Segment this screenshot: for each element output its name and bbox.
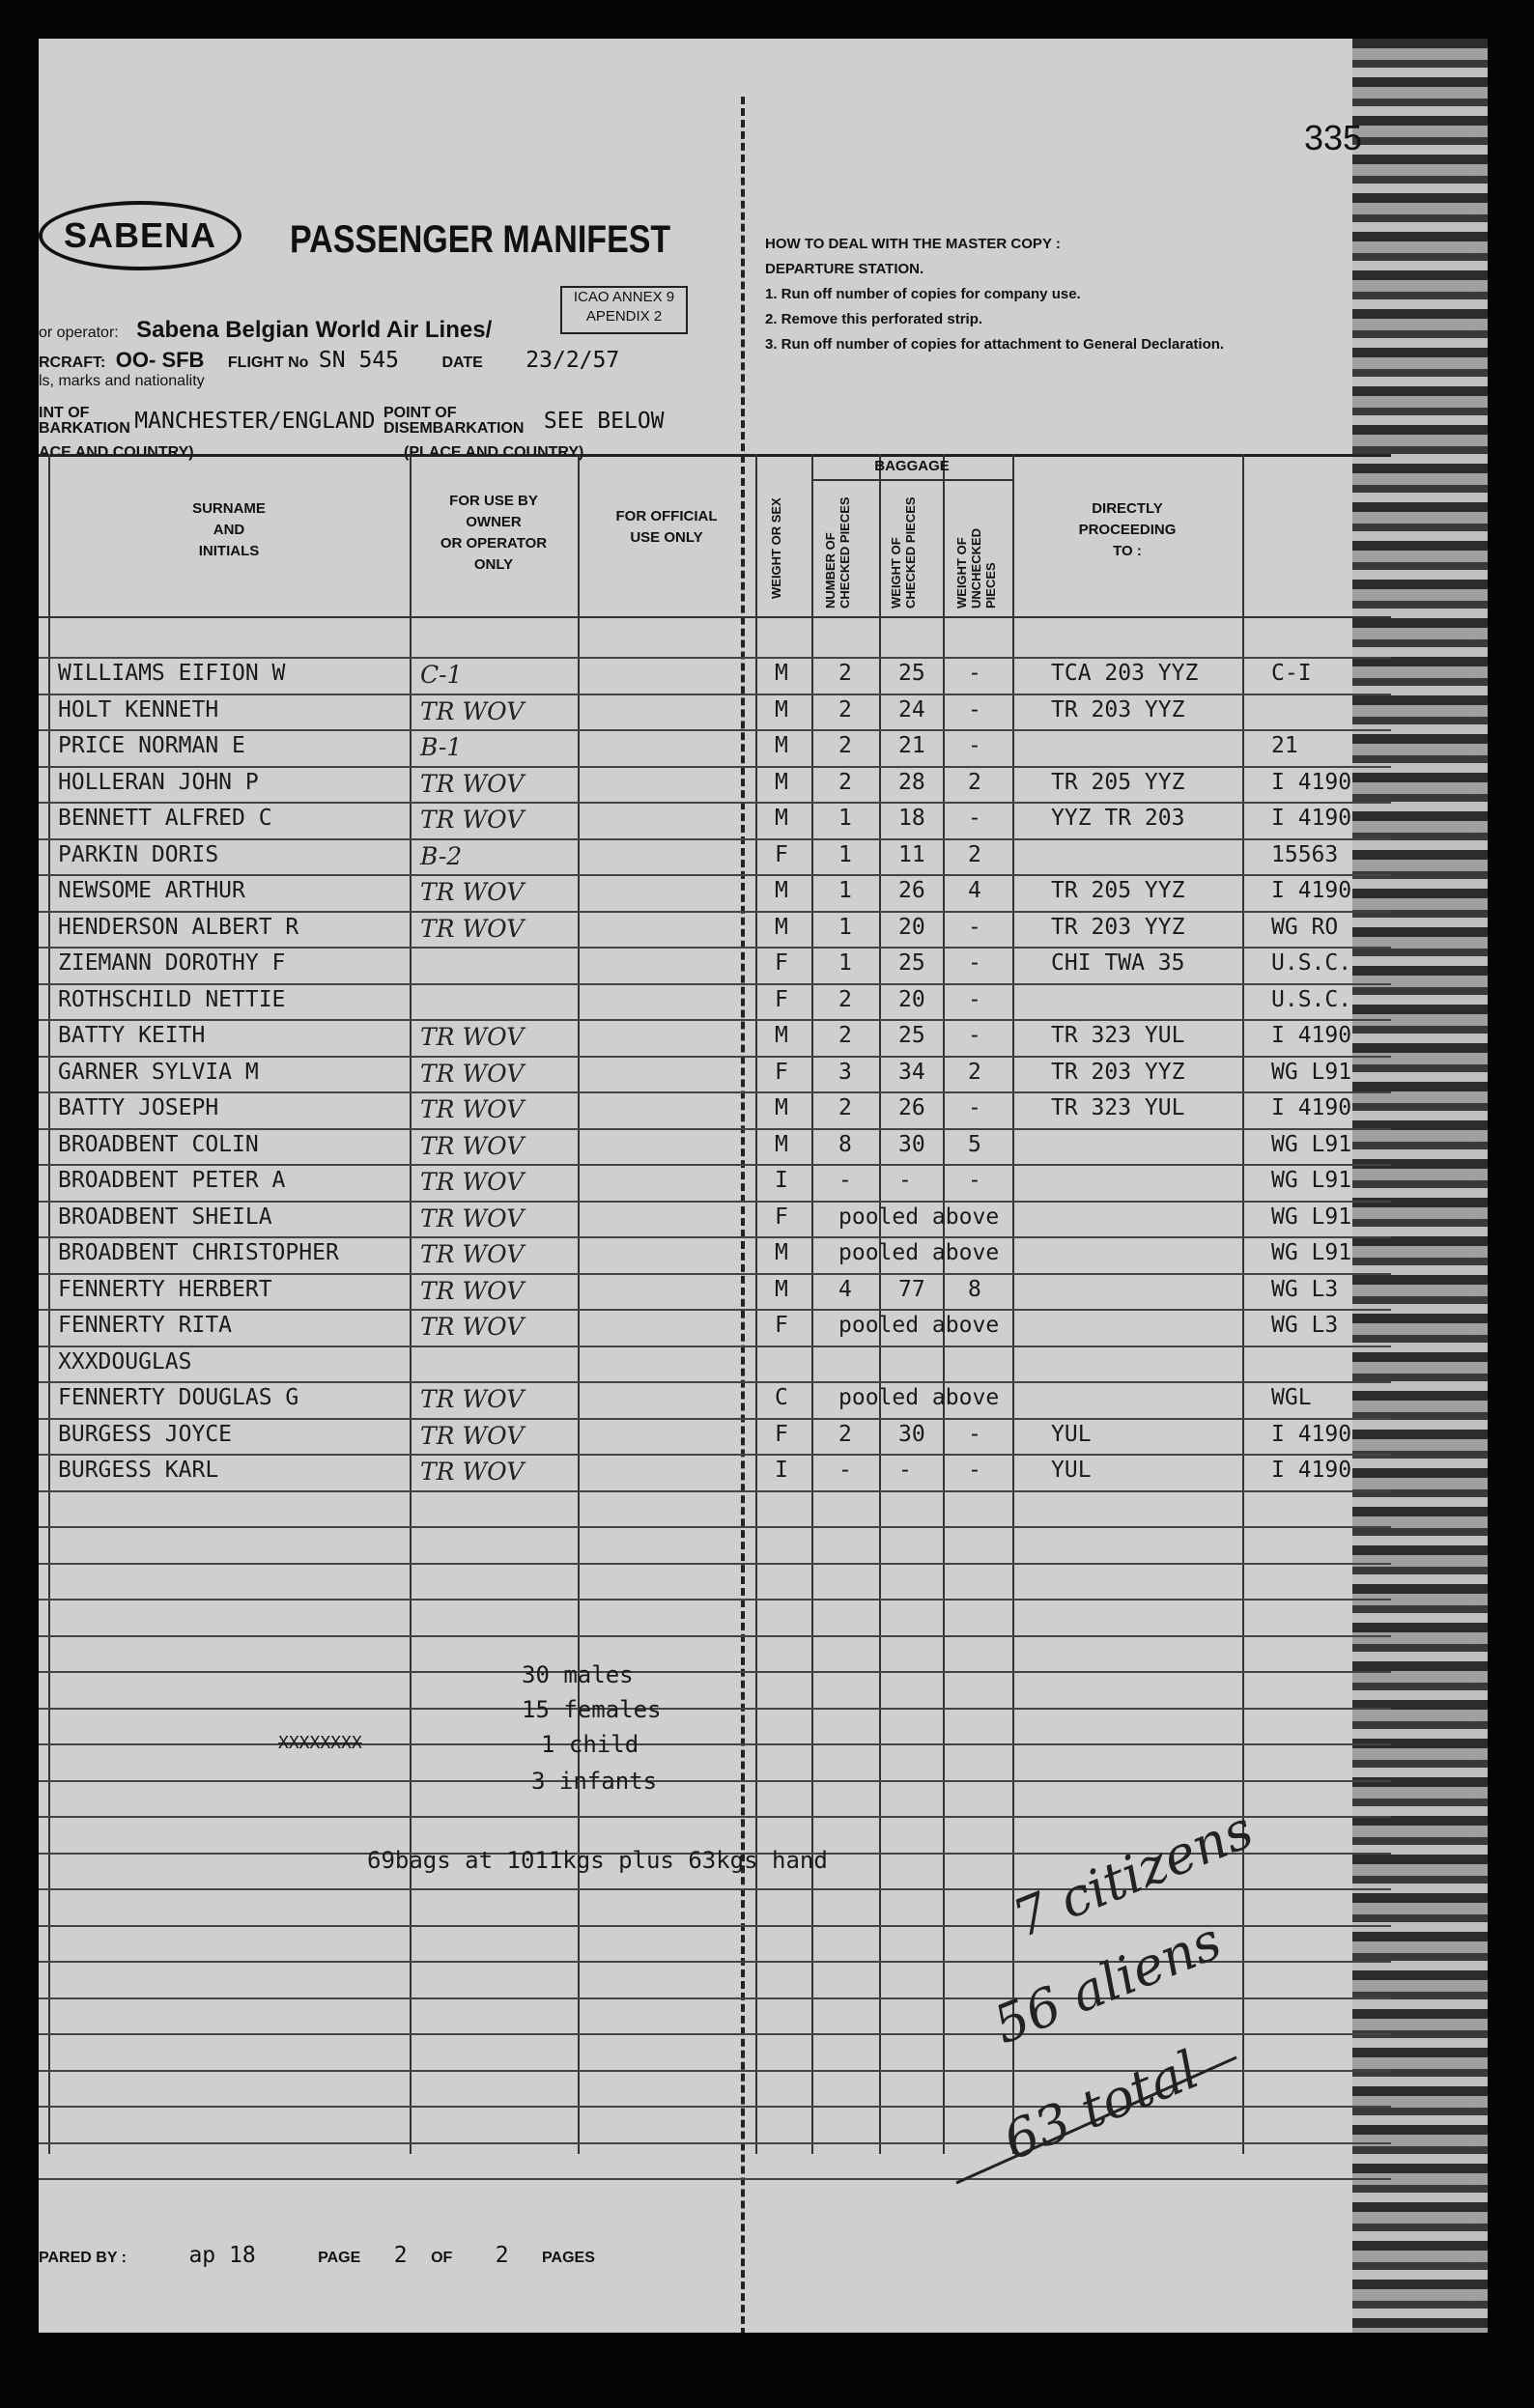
flight-value: SN 545 [318, 348, 399, 373]
baggage-rule [811, 479, 1012, 481]
cell-num: 1 [838, 878, 852, 903]
table-row [39, 661, 1391, 697]
surname-header: SURNAME AND INITIALS [192, 500, 266, 559]
disembark-sub: (PLACE AND COUNTRY) [404, 444, 584, 461]
cell-num: 2 [838, 1023, 852, 1048]
annex-line-1: ICAO ANNEX 9 [573, 289, 675, 305]
cell-wt: 25 [898, 1023, 925, 1048]
cell-un: - [968, 661, 981, 686]
cell-owner: TR WOV [420, 1313, 525, 1341]
aircraft-row [39, 348, 619, 373]
cell-name: HENDERSON ALBERT R [58, 914, 299, 940]
cell-owner: TR WOV [420, 1168, 525, 1196]
summary-females: 15 females [522, 1696, 662, 1723]
cell-sex: M [775, 878, 788, 903]
cell-doc: 15563 [1271, 841, 1339, 867]
table-row [39, 878, 1391, 915]
cell-un: - [968, 914, 981, 940]
official-header: FOR OFFICIAL USE ONLY [615, 508, 718, 546]
cell-un: - [968, 1023, 981, 1048]
cell-name: NEWSOME ARTHUR [58, 878, 245, 903]
cell-owner: TR WOV [420, 1421, 525, 1450]
cell-doc: U.S.C. [1271, 986, 1352, 1012]
ruled-line [39, 1708, 1391, 1710]
annotation-citizens: 7 citizens [1005, 1799, 1262, 1950]
cell-wt: 20 [898, 986, 925, 1012]
page-label: PAGE [318, 2250, 361, 2266]
annotation-aliens: 56 aliens [985, 1910, 1230, 2056]
cell-sex: M [775, 733, 788, 758]
cell-un: 2 [968, 1059, 981, 1085]
cell-sex: M [775, 769, 788, 795]
prepared-label: PARED BY : [39, 2250, 127, 2266]
instruction-step: 2. Remove this perforated strip. [765, 311, 983, 327]
cell-doc: I 4190 [1271, 878, 1352, 903]
cell-wt: 34 [898, 1059, 925, 1085]
cell-wt: - [898, 1458, 912, 1483]
ruled-line [39, 657, 1391, 659]
table-row [39, 770, 1391, 807]
ruled-line [39, 1780, 1391, 1782]
cell-wt: 28 [898, 769, 925, 795]
disembark-value: SEE BELOW [543, 409, 665, 434]
num-checked-header: NUMBER OF CHECKED PIECES [823, 496, 852, 609]
cell-num: 2 [838, 1095, 852, 1120]
of-value: 2 [495, 2243, 509, 2268]
cell-doc: I 4190 [1271, 1023, 1352, 1048]
page-title: PASSENGER MANIFEST [290, 218, 671, 261]
annex-line-2: APENDIX 2 [585, 308, 663, 325]
cell-name: XXXDOUGLAS [58, 1348, 192, 1374]
manifest-sheet [39, 39, 1488, 2333]
cell-name: FENNERTY RITA [58, 1313, 233, 1338]
cell-num: 1 [838, 950, 852, 976]
cell-num: pooled above [838, 1240, 1000, 1265]
cell-un: 5 [968, 1131, 981, 1157]
table-row [39, 1168, 1391, 1204]
table-row [39, 1349, 1391, 1386]
cell-owner: TR WOV [420, 696, 525, 725]
cell-num: - [838, 1168, 852, 1193]
embark-sub: ACE AND COUNTRY) [39, 444, 194, 461]
table-row [39, 1240, 1391, 1277]
ruled-line [39, 1997, 1391, 1999]
ruled-line [39, 1671, 1391, 1673]
cell-un: - [968, 950, 981, 976]
cell-num: 2 [838, 696, 852, 722]
cell-un: - [968, 696, 981, 722]
cell-sex: M [775, 696, 788, 722]
cell-doc: WG L91 [1271, 1131, 1352, 1157]
cell-to: YUL [1051, 1458, 1092, 1483]
total-underline [947, 2038, 1256, 2193]
cell-doc: WG L91 [1271, 1204, 1352, 1230]
cell-wt: 11 [898, 841, 925, 867]
cell-doc: I 4190 [1271, 1421, 1352, 1447]
cell-doc: 21 [1271, 733, 1298, 758]
header-bottom-rule [39, 616, 1391, 618]
ruled-line [39, 1635, 1391, 1637]
cell-wt: 77 [898, 1276, 925, 1302]
table-row [39, 842, 1391, 879]
cell-num: pooled above [838, 1313, 1000, 1338]
cell-wt: 25 [898, 950, 925, 976]
page-number: 335 [1304, 118, 1363, 157]
instruction-step: 1. Run off number of copies for company use. [765, 286, 1081, 302]
cell-un: - [968, 1095, 981, 1120]
ruled-line [39, 2033, 1391, 2035]
baggage-header: BAGGAGE [874, 458, 950, 474]
cell-name: HOLLERAN JOHN P [58, 769, 259, 795]
cell-owner: C-1 [420, 661, 463, 689]
weight-unchecked-header: WEIGHT OF UNCHECKED PIECES [954, 527, 998, 609]
table-row [39, 1385, 1391, 1422]
cell-to: TR 205 YYZ [1051, 769, 1185, 795]
instructions [765, 232, 1422, 357]
cell-to: YYZ TR 203 [1051, 806, 1185, 831]
cell-to: TR 323 YUL [1051, 1095, 1185, 1120]
of-label: OF [431, 2250, 453, 2266]
cell-doc: WG L91 [1271, 1059, 1352, 1085]
cell-sex: F [775, 841, 788, 867]
summary-males: 30 males [522, 1661, 634, 1688]
date-value: 23/2/57 [526, 348, 620, 373]
instructions-station: DEPARTURE STATION. [765, 261, 924, 277]
cell-wt: 24 [898, 696, 925, 722]
cell-wt: - [898, 1168, 912, 1193]
cell-sex: F [775, 1204, 788, 1230]
cell-wt: 25 [898, 661, 925, 686]
cell-doc: I 4190 [1271, 769, 1352, 795]
cell-name: ZIEMANN DOROTHY F [58, 950, 286, 976]
cell-doc: WG L91 [1271, 1240, 1352, 1265]
cell-sex: M [775, 1023, 788, 1048]
cell-sex: I [775, 1168, 788, 1193]
owner-header: FOR USE BY OWNER OR OPERATOR ONLY [440, 493, 548, 573]
cell-un: - [968, 806, 981, 831]
cell-doc: WG RO [1271, 914, 1339, 940]
cell-num: 2 [838, 661, 852, 686]
cell-owner: B-1 [420, 733, 463, 761]
cell-num: pooled above [838, 1385, 1000, 1410]
ruled-line [39, 1888, 1391, 1890]
annex-box [560, 286, 688, 334]
cell-doc: I 4190 [1271, 1458, 1352, 1483]
cell-to: TR 205 YYZ [1051, 878, 1185, 903]
cell-name: FENNERTY DOUGLAS G [58, 1385, 299, 1410]
cell-sex: I [775, 1458, 788, 1483]
table-row [39, 1277, 1391, 1314]
ruled-line [39, 1526, 1391, 1528]
table-row [39, 987, 1391, 1024]
cell-num: 2 [838, 733, 852, 758]
cell-doc: I 4190 [1271, 1095, 1352, 1120]
cell-to: TR 203 YYZ [1051, 696, 1185, 722]
table-row [39, 1458, 1391, 1494]
cell-un: - [968, 733, 981, 758]
summary-struck: XXXXXXXX [278, 1733, 362, 1753]
ruled-line [39, 1816, 1391, 1818]
table-row [39, 1422, 1391, 1459]
cell-num: 1 [838, 914, 852, 940]
table-row [39, 1132, 1391, 1169]
cell-name: BROADBENT SHEILA [58, 1204, 272, 1230]
cell-owner: TR WOV [420, 1458, 525, 1486]
cell-num: - [838, 1458, 852, 1483]
cell-to: TR 323 YUL [1051, 1023, 1185, 1048]
cell-un: 4 [968, 878, 981, 903]
cell-name: BROADBENT PETER A [58, 1168, 286, 1193]
cell-name: HOLT KENNETH [58, 696, 219, 722]
cell-to: CHI TWA 35 [1051, 950, 1185, 976]
cell-un: - [968, 986, 981, 1012]
cell-sex: M [775, 914, 788, 940]
cell-num: 8 [838, 1131, 852, 1157]
sabena-logo: SABENA [39, 201, 241, 270]
cell-num: 2 [838, 986, 852, 1012]
cell-name: BROADBENT CHRISTOPHER [58, 1240, 339, 1265]
cell-sex: M [775, 661, 788, 686]
cell-owner: TR WOV [420, 1276, 525, 1305]
marks-label: ls, marks and nationality [39, 373, 205, 389]
cell-wt: 30 [898, 1131, 925, 1157]
table-row [39, 1095, 1391, 1132]
cell-un: 2 [968, 769, 981, 795]
cell-name: GARNER SYLVIA M [58, 1059, 259, 1085]
cell-to: TR 203 YYZ [1051, 1059, 1185, 1085]
cell-owner: TR WOV [420, 1131, 525, 1160]
table-row [39, 950, 1391, 987]
table-row [39, 1023, 1391, 1060]
cell-name: ROTHSCHILD NETTIE [58, 986, 286, 1012]
ruled-line [39, 1563, 1391, 1565]
cell-to: YUL [1051, 1421, 1092, 1447]
instruction-step: 3. Run off number of copies for attachment to General Declaration. [765, 336, 1225, 353]
operator-label: or operator: [39, 325, 119, 341]
cell-name: FENNERTY HERBERT [58, 1276, 272, 1302]
cell-sex: F [775, 1421, 788, 1447]
cell-wt: 18 [898, 806, 925, 831]
table-row [39, 1204, 1391, 1241]
cell-wt: 20 [898, 914, 925, 940]
prepared-value: ap 18 [188, 2243, 256, 2268]
cell-num: pooled above [838, 1204, 1000, 1230]
cell-sex: C [775, 1385, 788, 1410]
cell-doc: WG L3 [1271, 1313, 1339, 1338]
cell-name: BROADBENT COLIN [58, 1131, 259, 1157]
annotation-total: 63 total [995, 2038, 1207, 2172]
operator-value: Sabena Belgian World Air Lines/ [136, 317, 493, 343]
cell-doc: I 4190 [1271, 806, 1352, 831]
cell-owner: TR WOV [420, 1385, 525, 1413]
cell-un: 2 [968, 841, 981, 867]
cell-wt: 26 [898, 878, 925, 903]
cell-owner: TR WOV [420, 1204, 525, 1232]
summary-bags: 69bags at 1011kgs plus 63kgs hand [367, 1847, 828, 1874]
cell-sex: F [775, 1313, 788, 1338]
cell-owner: TR WOV [420, 1023, 525, 1051]
cell-owner: TR WOV [420, 806, 525, 834]
ruled-line [39, 1599, 1391, 1601]
table-top-rule [39, 454, 1391, 457]
aircraft-value: OO- SFB [115, 348, 205, 372]
cell-num: 4 [838, 1276, 852, 1302]
instructions-heading: HOW TO DEAL WITH THE MASTER COPY : [765, 236, 1061, 252]
cell-un: 8 [968, 1276, 981, 1302]
cell-owner: TR WOV [420, 878, 525, 906]
cell-name: BATTY KEITH [58, 1023, 206, 1048]
table-row [39, 806, 1391, 842]
aircraft-label: RCRAFT: [39, 354, 106, 371]
summary-child: 1 child [541, 1731, 639, 1758]
cell-name: PRICE NORMAN E [58, 733, 245, 758]
proceeding-header: DIRECTLY PROCEEDING TO : [1078, 500, 1177, 559]
embark-row [39, 406, 665, 437]
cell-name: BATTY JOSEPH [58, 1095, 219, 1120]
cell-wt: 21 [898, 733, 925, 758]
page-value: 2 [393, 2243, 408, 2268]
cell-doc: U.S.C. [1271, 950, 1352, 976]
cell-owner: B-2 [420, 841, 463, 870]
cell-owner: TR WOV [420, 769, 525, 798]
cell-sex: F [775, 986, 788, 1012]
cell-doc: WGL [1271, 1385, 1312, 1410]
date-label: DATE [441, 354, 483, 371]
cell-to: TCA 203 YYZ [1051, 661, 1199, 686]
table-row [39, 915, 1391, 951]
ruled-line [39, 1743, 1391, 1745]
cell-num: 2 [838, 1421, 852, 1447]
cell-wt: 26 [898, 1095, 925, 1120]
cell-doc: C-I [1271, 661, 1312, 686]
cell-owner: TR WOV [420, 1240, 525, 1268]
cell-sex: M [775, 1276, 788, 1302]
cell-un: - [968, 1168, 981, 1193]
footer [39, 2243, 595, 2268]
sex-header: WEIGHT OR SEX [769, 497, 783, 599]
operator-row [39, 317, 492, 344]
embark-label: INT OF BARKATION [39, 405, 130, 437]
flight-label: FLIGHT No [227, 354, 309, 371]
table-row [39, 1313, 1391, 1349]
cell-un: - [968, 1421, 981, 1447]
cell-name: BENNETT ALFRED C [58, 806, 272, 831]
pages-label: PAGES [542, 2250, 595, 2266]
cell-name: BURGESS KARL [58, 1458, 219, 1483]
cell-sex: M [775, 1240, 788, 1265]
cell-doc: WG L3 [1271, 1276, 1339, 1302]
cell-num: 3 [838, 1059, 852, 1085]
cell-owner: TR WOV [420, 1059, 525, 1088]
cell-to: TR 203 YYZ [1051, 914, 1185, 940]
cell-owner: TR WOV [420, 914, 525, 943]
cell-sex: F [775, 1059, 788, 1085]
cell-num: 1 [838, 841, 852, 867]
table-row [39, 733, 1391, 770]
cell-sex: F [775, 950, 788, 976]
cell-name: WILLIAMS EIFION W [58, 661, 286, 686]
cell-sex: M [775, 1131, 788, 1157]
cell-sex: M [775, 1095, 788, 1120]
cell-owner: TR WOV [420, 1095, 525, 1123]
table-row [39, 697, 1391, 734]
summary-infants: 3 infants [531, 1768, 658, 1795]
cell-sex: M [775, 806, 788, 831]
cell-wt: 30 [898, 1421, 925, 1447]
cell-name: PARKIN DORIS [58, 841, 219, 867]
cell-num: 2 [838, 769, 852, 795]
cell-doc: WG L91 [1271, 1168, 1352, 1193]
table-row [39, 1060, 1391, 1096]
cell-un: - [968, 1458, 981, 1483]
weight-checked-header: WEIGHT OF CHECKED PIECES [889, 496, 918, 609]
disembark-label: POINT OF DISEMBARKATION [383, 405, 525, 437]
cell-num: 1 [838, 806, 852, 831]
cell-name: BURGESS JOYCE [58, 1421, 233, 1447]
embark-value: MANCHESTER/ENGLAND [134, 409, 376, 434]
